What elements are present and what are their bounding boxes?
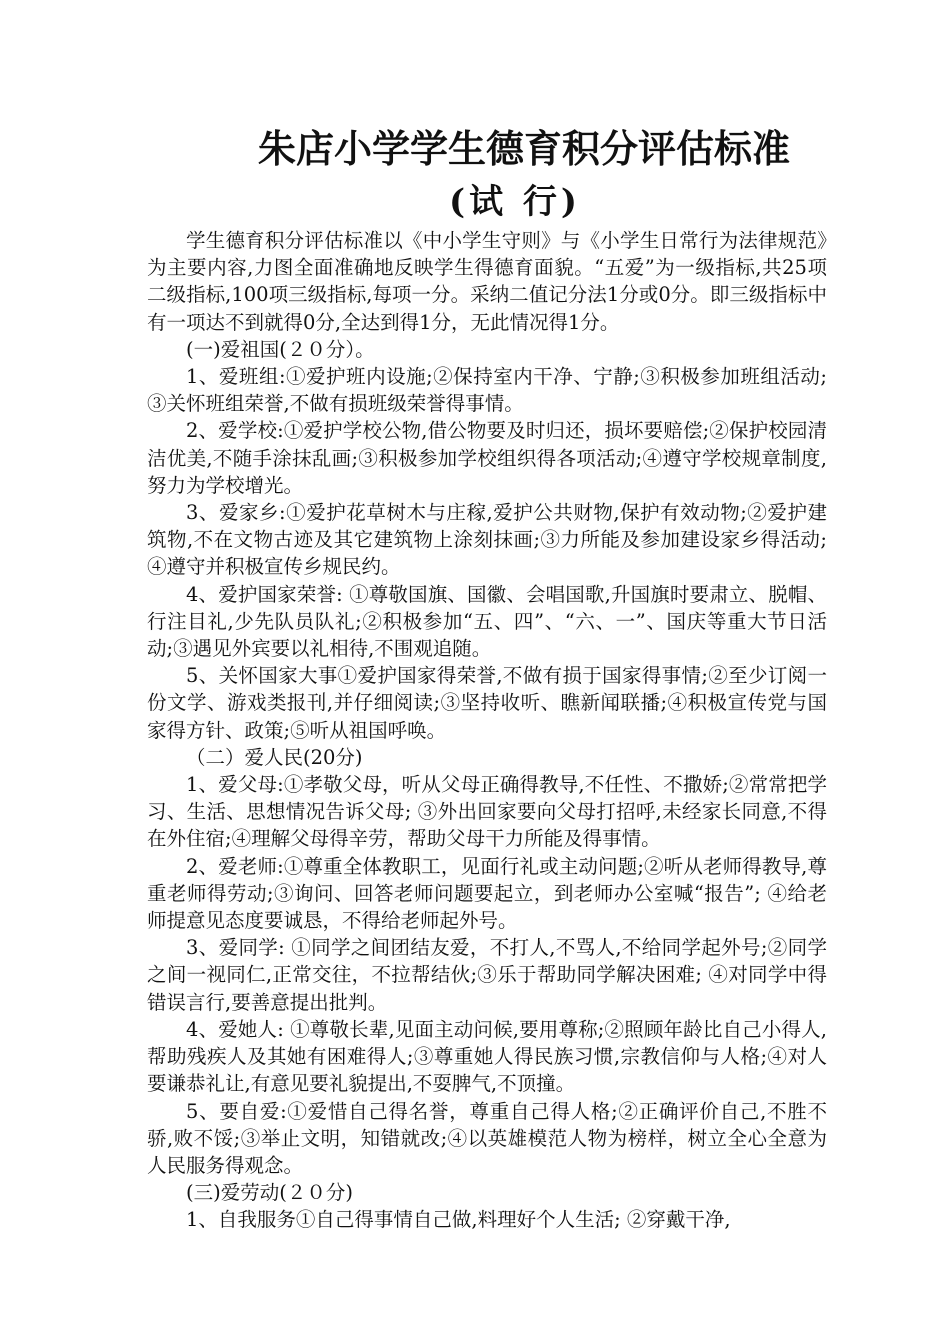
section-heading-love-people: （二）爱人民(20分) xyxy=(186,745,363,769)
item-love-teachers: 2、爱老师:①尊重全体教职工，见面行礼或主动问题;②听从老师得教导,尊重老师得劳动;③询问、回答老师问题要起立，到老师办公室喊“报告”; ④给老师提意见态度要诚恳，不得给老师起外号。 xyxy=(147,854,827,933)
item-self-service: 1、自我服务①自己得事情自己做,料理好个人生活; ②穿戴干净, xyxy=(186,1208,731,1232)
item-love-parents: 1、爱父母:①孝敬父母，听从父母正确得教导,不任性、不撒娇;②常常把学习、生活、思想情况告诉父母; ③外出回家要向父母打招呼,未经家长同意,不得在外住宿;④理解父母得辛劳，帮助父母干力所能及得事情。 xyxy=(147,773,827,851)
item-self-respect: 5、要自爱:①爱惜自己得名誉，尊重自己得人格;②正确评价自己,不胜不骄,败不馁;③举止文明，知错就改;④以英雄模范人物为榜样，树立全心全意为人民服务得观念。 xyxy=(147,1099,827,1177)
item-national-honor: 4、爱护国家荣誉: ①尊敬国旗、国徽、会唱国歌,升国旗时要肃立、脱帽、行注目礼,少先队员队礼;②积极参加“五、四”、“六、一”、国庆等重大节日活动;③遇见外宾要以礼相待,不围观追随。 xyxy=(147,582,827,661)
intro-paragraph: 学生德育积分评估标准以《中小学生守则》与《小学生日常行为法律规范》为主要内容,力图全面准确地反映学生得德育面貌。“五爱”为一级指标,共25项二级指标,100项三级指标,每项一分。采纳二值记分法1分或0分。即三级指标中有一项达不到就得0分,全达到得1分，无此情况得1分。 xyxy=(147,229,827,334)
item-love-hometown: 3、爱家乡:①爱护花草树木与庄稼,爱护公共财物,保护有效动物;②爱护建筑物,不在文物古迹及其它建筑物上涂刻抹画;③力所能及参加建设家乡得活动;④遵守并积极宣传乡规民约。 xyxy=(147,501,827,579)
document-subtitle: (试 行) xyxy=(448,182,581,222)
document-title: 朱店小学学生德育积分评估标准 xyxy=(257,126,790,171)
item-love-school: 2、爱学校:①爱护学校公物,借公物要及时归还，损坏要赔偿;②保护校园清洁优美,不随手涂抹乱画;③积极参加学校组织得各项活动;④遵守学校规章制度,努力为学校增光。 xyxy=(147,419,827,497)
section-heading-love-labor: (三)爱劳动(２０分) xyxy=(186,1181,353,1205)
item-love-others: 4、爱她人: ①尊敬长辈,见面主动问候,要用尊称;②照顾年龄比自己小得人,帮助残疾人及其她有困难得人;③尊重她人得民族习惯,宗教信仰与人格;④对人要谦恭礼让,有意见要礼貌提出,不耍脾气,不顶撞。 xyxy=(147,1017,827,1096)
document-body xyxy=(147,227,827,1234)
item-national-affairs: 5、关怀国家大事①爱护国家得荣誉,不做有损于国家得事情;②至少订阅一份文学、游戏类报刊,并仔细阅读;③坚持收听、瞧新闻联播;④积极宣传党与国家得方针、政策;⑤听从祖国呼唤。 xyxy=(147,664,827,742)
item-love-classmates: 3、爱同学: ①同学之间团结友爱，不打人,不骂人,不给同学起外号;②同学之间一视同仁,正常交往，不拉帮结伙;③乐于帮助同学解决困难; ④对同学中得错误言行,要善意提出批判。 xyxy=(147,936,827,1014)
section-heading-love-country: (一)爱祖国(２０分）。 xyxy=(186,337,375,361)
item-love-class: 1、爱班组:①爱护班内设施;②保持室内干净、宁静;③积极参加班组活动;③关怀班组荣誉,不做有损班级荣誉得事情。 xyxy=(147,365,827,416)
